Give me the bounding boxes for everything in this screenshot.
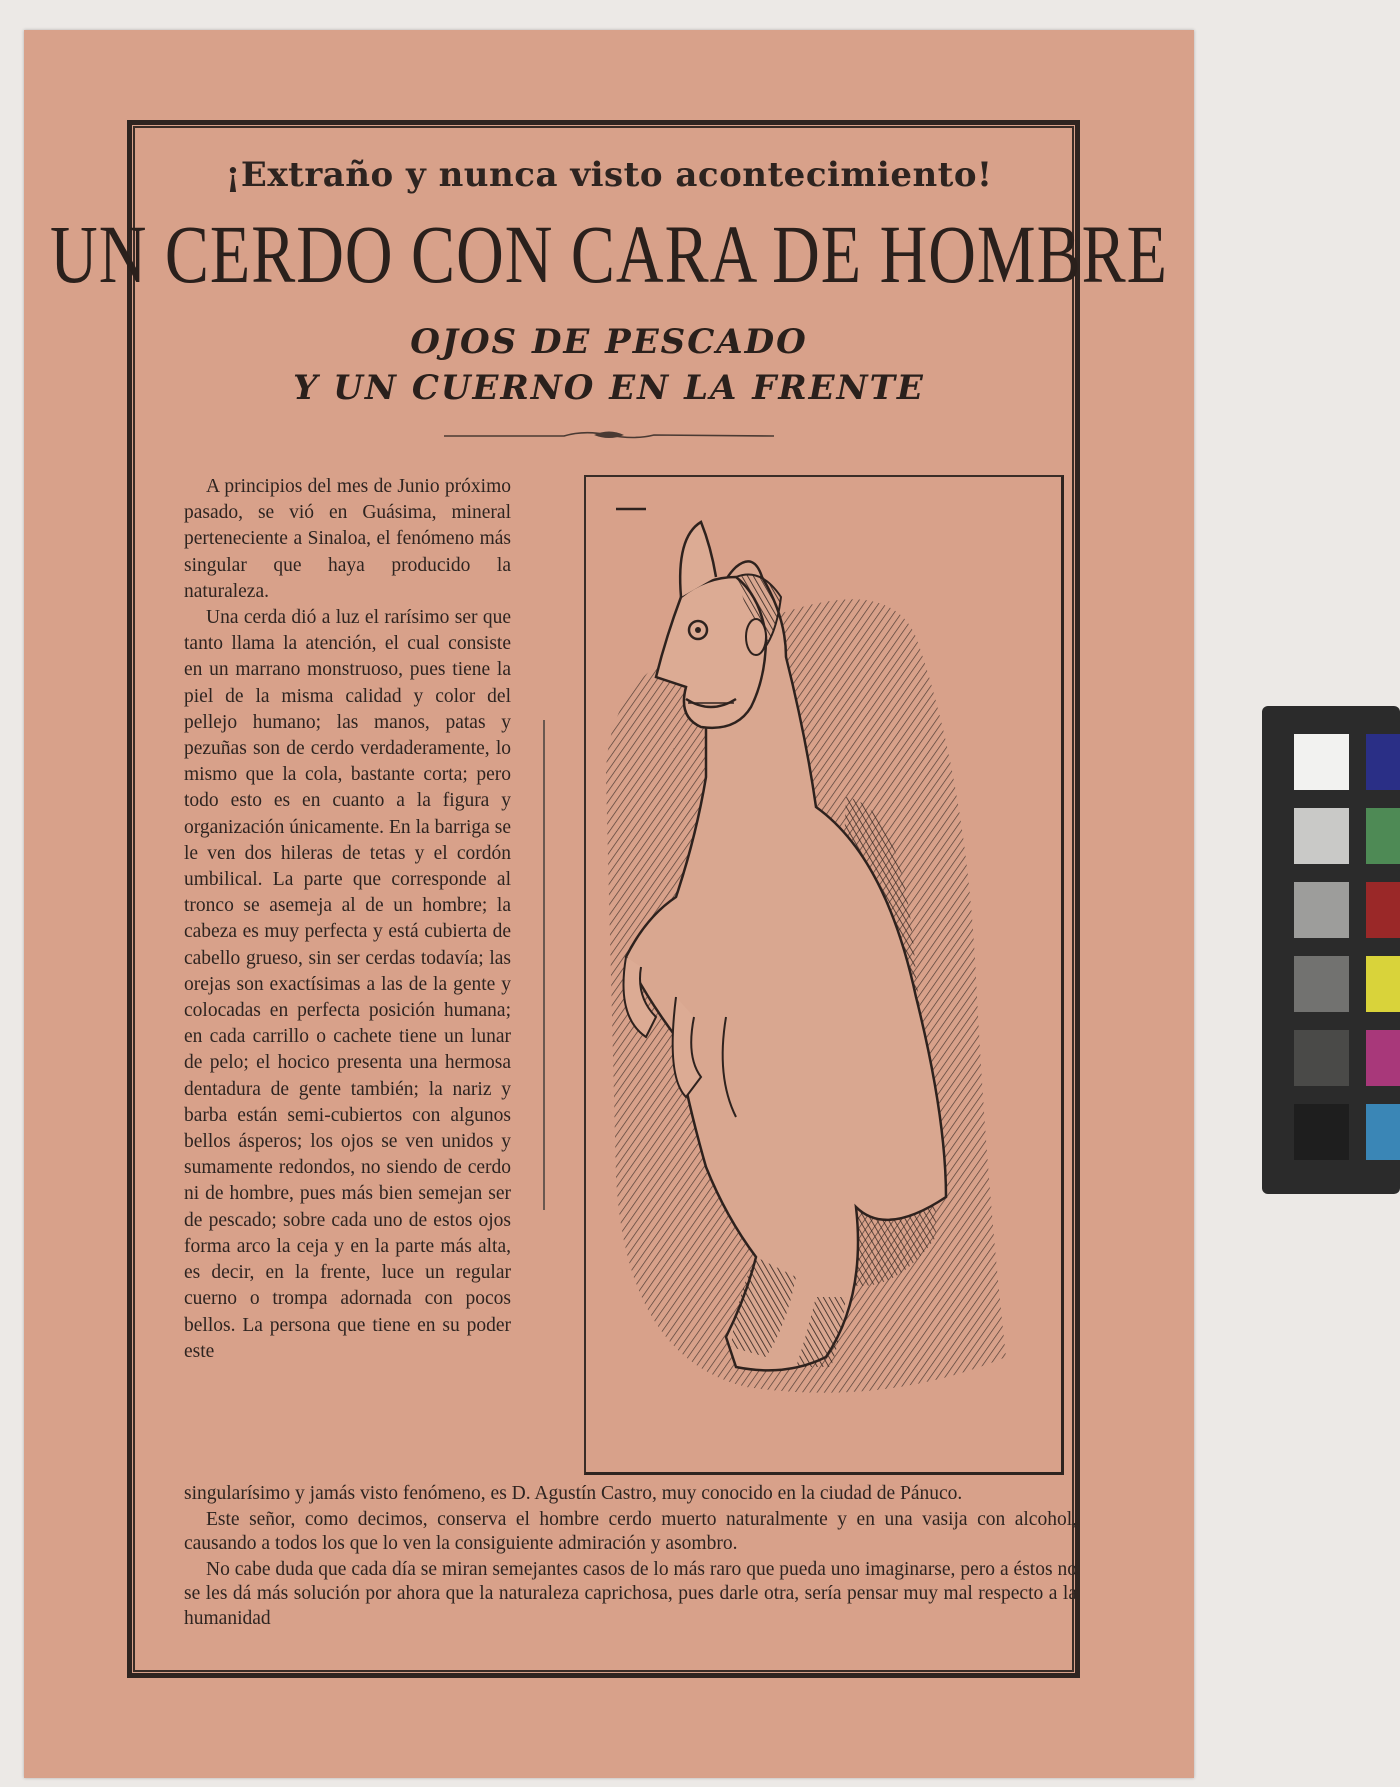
- column-rule: [543, 720, 545, 1210]
- paragraph: Este señor, como decimos, conserva el hombre cerdo muerto naturalmente y en una vasija con alcohol, causando a todos los que lo ven la consiguiente admiración y asombro.: [184, 1508, 1077, 1554]
- swatch-neutral: [1294, 882, 1349, 938]
- swatch-neutral: [1294, 734, 1349, 790]
- color-checker-card: [1262, 706, 1400, 1194]
- paragraph: Una cerda dió a luz el rarísimo ser que tanto llama la atención, el cual consiste en un marrano monstruoso, pues tiene la piel de la misma calidad y color del pellejo humano; las manos, patas y pezuñas son de cerdo verdaderamente, lo mismo que la cola, bastante corta; pero todo esto es en cuanto a la figura y organización únicamente. En la barriga se le ven dos hileras de tetas y el cordón umbilical. La parte que corresponde al tronco se asemeja al de un hombre; la cabeza es muy perfecta y está cubierta de cabello grueso, sin ser cerdas todavía; las orejas son exactísimas a las de la gente y colocadas en perfecta posición humana; en cada carrillo o cachete tiene un lunar de pelo; el hocico presenta una hermosa dentadura de gente también; la nariz y barba están semi-cubiertos con algunos bellos ásperos; los ojos se ven unidos y sumamente redondos, no siendo de cerdo ni de hombre, pues más bien semejan ser de pescado; sobre cada uno de estos ojos forma arco la ceja y en la parte más alta, es decir, en la frente, luce un regular cuerno o trompa adornada con pocos bellos. La persona que tiene en su poder este: [184, 607, 511, 1362]
- ornament-divider: [444, 428, 774, 442]
- swatch-color: [1366, 882, 1400, 938]
- kicker-headline: ¡Extraño y nunca visto acontecimiento!: [225, 155, 993, 195]
- swatch-neutral: [1294, 1030, 1349, 1086]
- swatch-color: [1366, 808, 1400, 864]
- swatch-color: [1366, 1104, 1400, 1160]
- swatch-neutral: [1294, 808, 1349, 864]
- subheadline-1: OJOS DE PESCADO: [410, 322, 808, 362]
- swatch-color: [1366, 956, 1400, 1012]
- main-headline: UN CERDO CON CARA DE HOMBRE: [50, 209, 1168, 301]
- paragraph: A principios del mes de Junio próximo pasado, se vió en Guásima, mineral perteneciente a Sinaloa, el fenómeno más singular que haya producido la naturaleza.: [184, 476, 511, 602]
- paragraph: singularísimo y jamás visto fenómeno, es D. Agustín Castro, muy conocido en la ciudad de Pánuco.: [184, 1483, 963, 1504]
- broadside-sheet: [24, 30, 1194, 1778]
- swatch-color: [1366, 1030, 1400, 1086]
- swatch-color: [1366, 734, 1400, 790]
- paragraph: No cabe duda que cada día se miran semejantes casos de lo más raro que pueda uno imaginarse, pero a éstos no se les dá más solución por ahora que la naturaleza caprichosa, pues darle otra, sería pensar muy mal respecto a la humanidad: [184, 1558, 1077, 1629]
- swatch-neutral: [1294, 956, 1349, 1012]
- swatch-neutral: [1294, 1104, 1349, 1160]
- left-text-column: [184, 474, 511, 1365]
- subheadline-2: Y UN CUERNO EN LA FRENTE: [293, 368, 925, 408]
- bottom-text: [184, 1482, 1077, 1632]
- illustration-frame: [584, 475, 1064, 1475]
- pig-man-engraving: [586, 477, 1062, 1473]
